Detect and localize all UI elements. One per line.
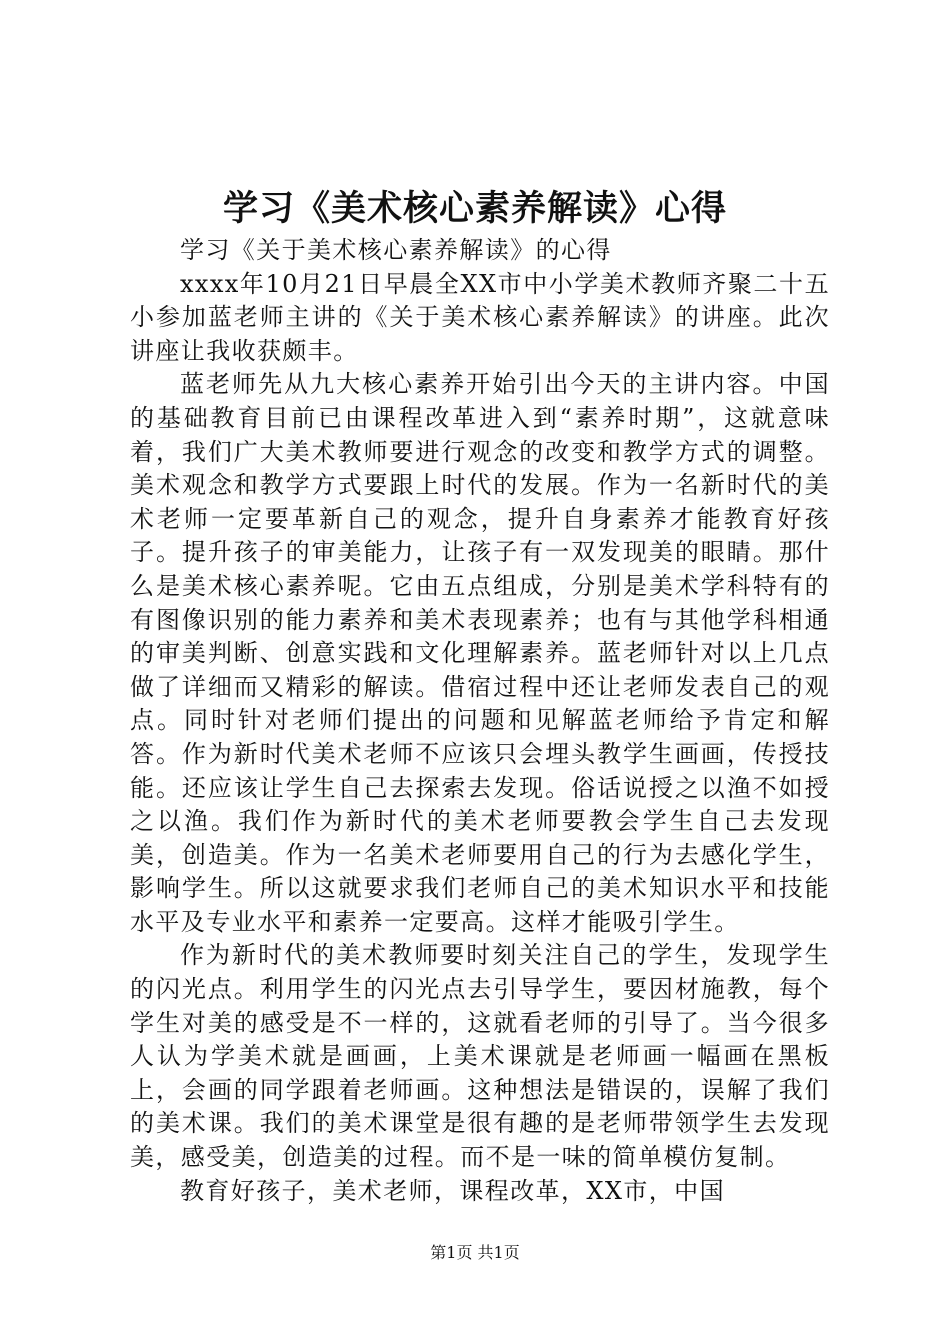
paragraph-second: 作为新时代的美术教师要时刻关注自己的学生，发现学生的闪光点。利用学生的闪光点去引导学生，要因材施教，每个学生对美的感受是不一样的，这就看老师的引导了。当今很多人认为学美术就是画画，上美术课就是老师画一幅画在黑板上，会画的同学跟着老师画。这种想法是错误的，误解了我们的美术课。我们的美术课堂是很有趣的是老师带领学生去发现美，感受美，创造美的过程。而不是一味的简单模仿复制。 xyxy=(130,941,830,1172)
paragraph-main: 蓝老师先从九大核心素养开始引出今天的主讲内容。中国的基础教育目前已由课程改革进入到“素养时期”，这就意味着，我们广大美术教师要进行观念的改变和教学方式的调整。美术观念和教学方式要跟上时代的发展。作为一名新时代的美术老师一定要革新自己的观念，提升自身素养才能教育好孩子。提升孩子的审美能力，让孩子有一双发现美的眼睛。那什么是美术核心素养呢。它由五点组成，分别是美术学科特有的有图像识别的能力素养和美术表现素养；也有与其他学科相通的审美判断、创意实践和文化理解素养。蓝老师针对以上几点做了详细而又精彩的解读。借宿过程中还让老师发表自己的观点。同时针对老师们提出的问题和见解蓝老师给予肯定和解答。作为新时代美术老师不应该只会埋头教学生画画，传授技能。还应该让学生自己去探索去发现。俗话说授之以渔不如授之以渔。我们作为新时代的美术老师要教会学生自己去发现美，创造美。作为一名美术老师要用自己的行为去感化学生，影响学生。所以这就要求我们老师自己的美术知识水平和技能水平及专业水平和素养一定要高。这样才能吸引学生。 xyxy=(130,370,830,936)
paragraph-keywords: 教育好孩子，美术老师，课程改革，XX市，中国 xyxy=(180,1176,725,1205)
document-body xyxy=(130,234,830,1208)
paragraph-subtitle: 学习《关于美术核心素养解读》的心得 xyxy=(180,236,612,264)
document-title: 学习《美术核心素养解读》心得 xyxy=(222,188,727,229)
page-footer: 第1页 共1页 xyxy=(430,1243,520,1262)
paragraph-intro: xxxx年10月21日早晨全XX市中小学美术教师齐聚二十五小参加蓝老师主讲的《关于美术核心素养解读》的讲座。此次讲座让我收获颇丰。 xyxy=(130,269,830,365)
